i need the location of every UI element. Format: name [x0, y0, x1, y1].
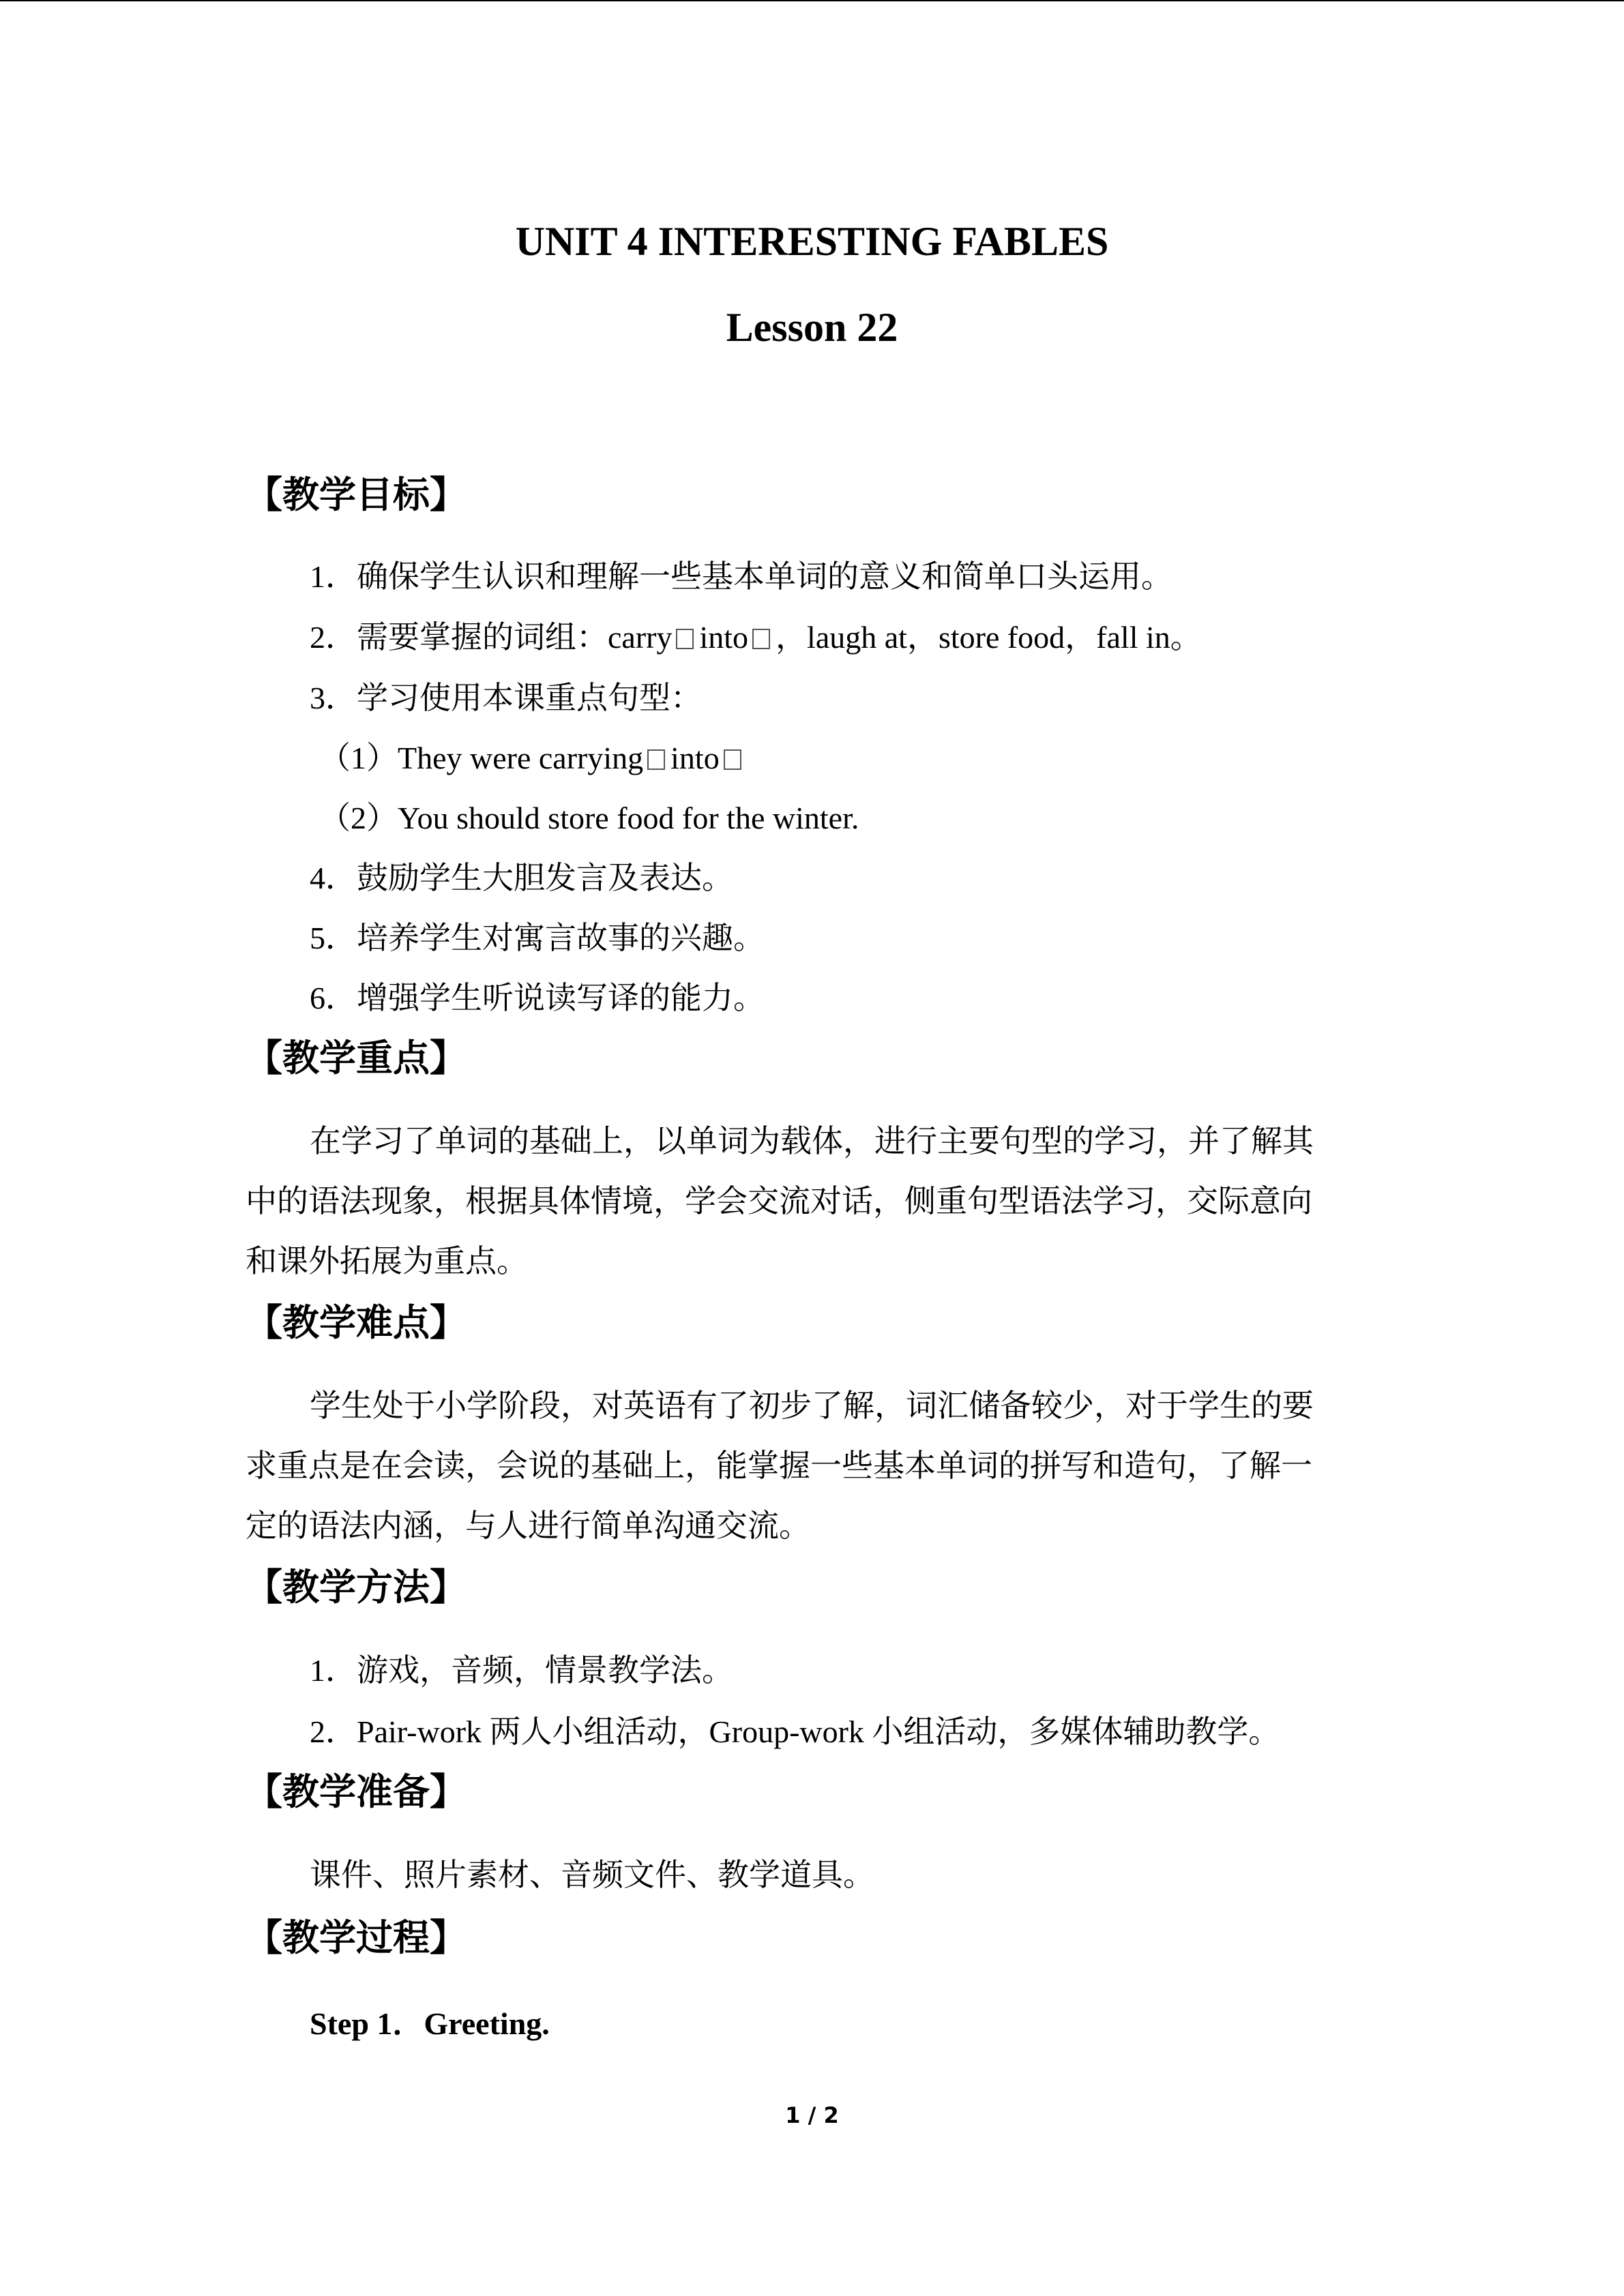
key-points-line-3: 和课外拓展为重点。 — [246, 1244, 528, 1279]
lesson-title: Lesson 22 — [726, 305, 898, 350]
blank-box-icon — [752, 629, 770, 649]
blank-box-icon — [676, 629, 694, 649]
section-heading-objectives: 【教学目标】 — [246, 473, 467, 516]
objective-item-2-part-c: ，laugh at，store food，fall in。 — [776, 620, 1202, 655]
process-step-1: Step 1．Greeting. — [310, 2006, 550, 2041]
objective-item-2-part-b: into — [699, 620, 749, 655]
objective-item-4: 4．鼓励学生大胆发言及表达。 — [310, 861, 733, 895]
section-heading-difficulties: 【教学难点】 — [246, 1301, 467, 1344]
key-points-line-1: 在学习了单词的基础上，以单词为载体，进行主要句型的学习，并了解其 — [310, 1124, 1314, 1159]
section-heading-preparation: 【教学准备】 — [246, 1770, 467, 1813]
objective-sub-item-1-part-a: （1）They were carrying — [319, 741, 644, 775]
preparation-line-1: 课件、照片素材、音频文件、教学道具。 — [310, 1858, 874, 1892]
objective-item-1: 1．确保学生认识和理解一些基本单词的意义和简单口头运用。 — [310, 559, 1172, 594]
key-points-line-2: 中的语法现象，根据具体情境，学会交流对话，侧重句型语法学习，交际意向 — [246, 1184, 1312, 1219]
difficulties-line-2: 求重点是在会读，会说的基础上，能掌握一些基本单词的拼写和造句，了解一 — [246, 1448, 1312, 1483]
objective-item-5: 5．培养学生对寓言故事的兴趣。 — [310, 921, 765, 955]
section-heading-process: 【教学过程】 — [246, 1916, 467, 1959]
page-number: 1 / 2 — [785, 2102, 839, 2128]
objective-item-2 — [310, 617, 1202, 658]
methods-item-1: 1．游戏，音频，情景教学法。 — [310, 1653, 733, 1688]
objective-item-6: 6．增强学生听说读写译的能力。 — [310, 981, 765, 1015]
document-title: UNIT 4 INTERESTING FABLES — [515, 219, 1109, 264]
methods-item-2: 2．Pair-work 两人小组活动，Group-work 小组活动，多媒体辅助教学。 — [310, 1714, 1280, 1749]
blank-box-icon — [647, 749, 665, 770]
blank-box-icon — [724, 749, 741, 770]
difficulties-line-1: 学生处于小学阶段，对英语有了初步了解，词汇储备较少，对于学生的要 — [310, 1388, 1314, 1423]
difficulties-line-3: 定的语法内涵，与人进行简单沟通交流。 — [246, 1508, 810, 1543]
objective-item-3: 3．学习使用本课重点句型： — [310, 681, 702, 715]
section-heading-methods: 【教学方法】 — [246, 1566, 467, 1609]
objective-sub-item-2: （2）You should store food for the winter. — [319, 801, 859, 835]
section-heading-key-points: 【教学重点】 — [246, 1037, 467, 1079]
objective-item-2-part-a: 2．需要掌握的词组：carry — [310, 620, 673, 655]
objective-sub-item-1-part-b: into — [670, 741, 720, 775]
objective-sub-item-1 — [319, 738, 747, 779]
